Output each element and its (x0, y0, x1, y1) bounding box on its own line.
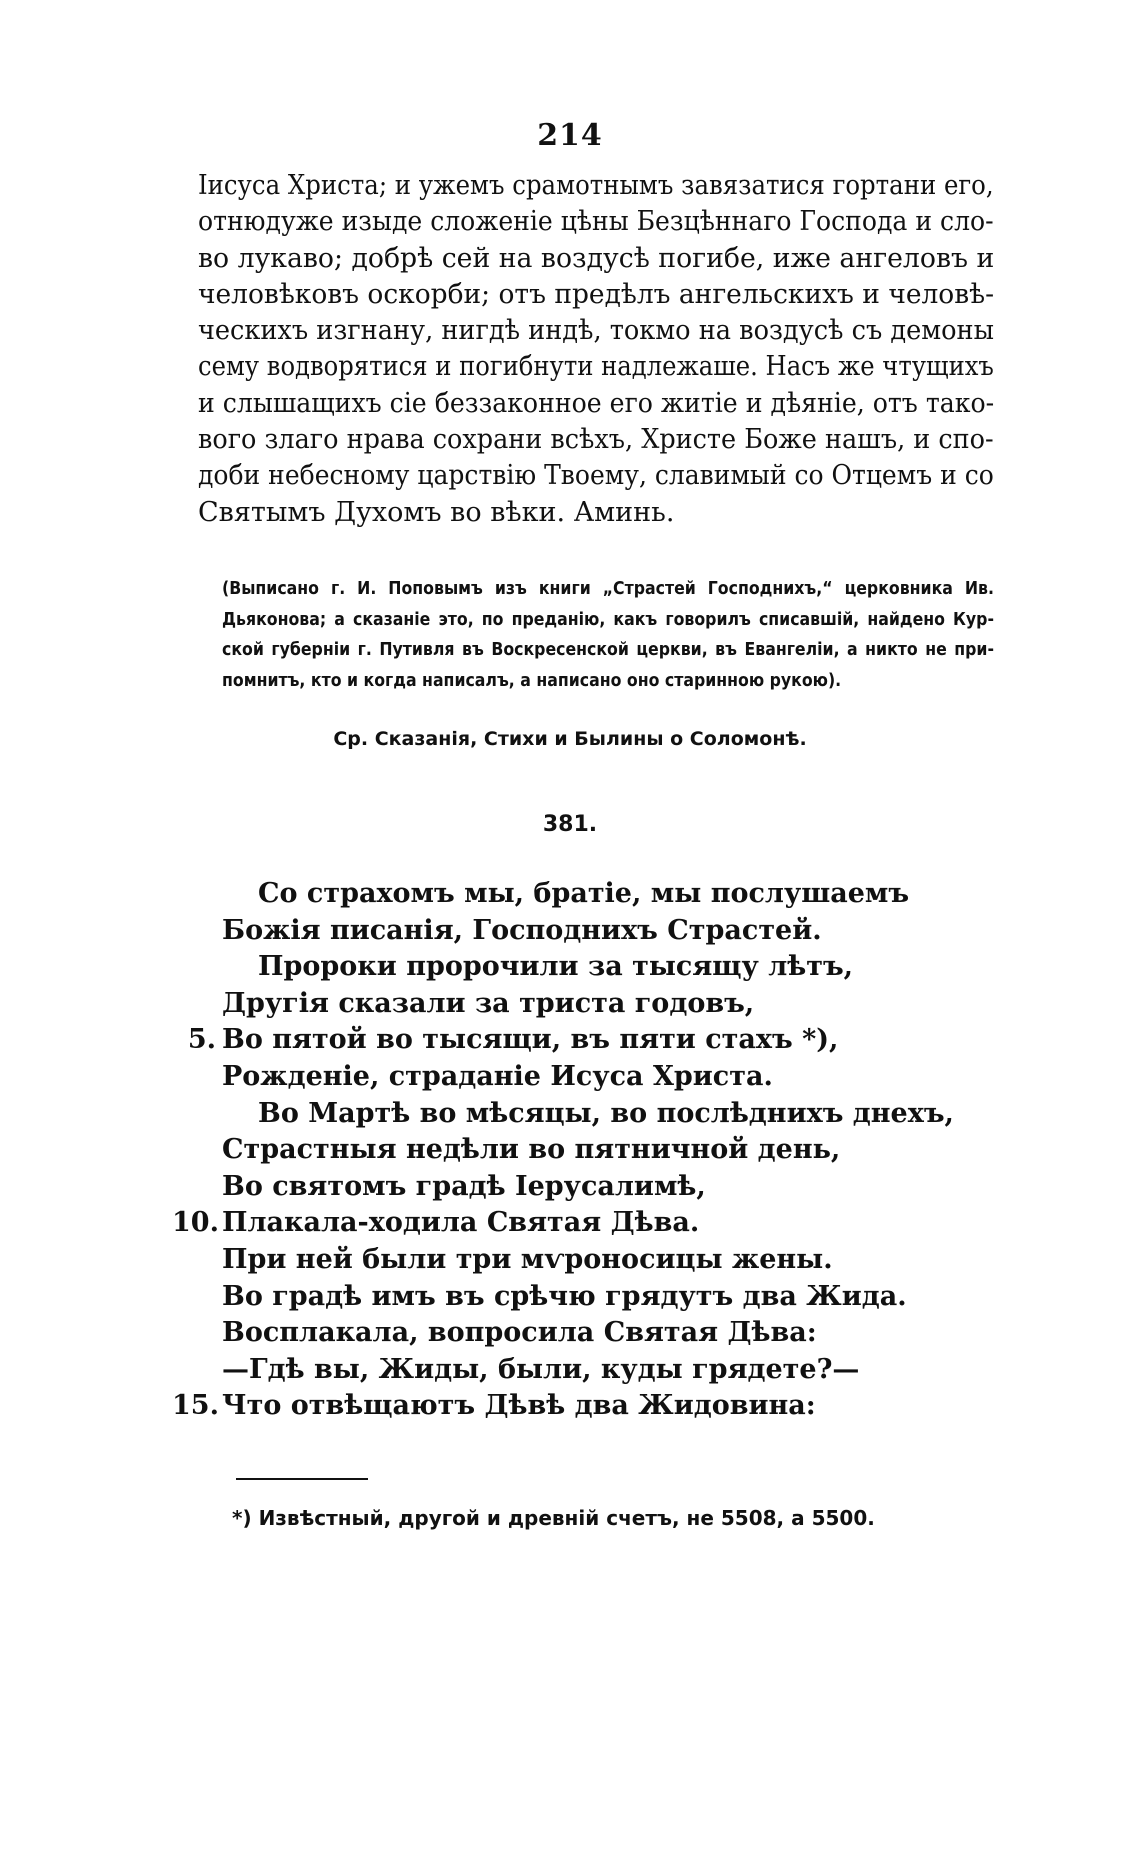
prose-line: Іисуса Христа; и ужемъ срамотнымъ завязатися гортани его, (198, 170, 994, 201)
poem-verse (222, 1132, 1002, 1169)
prose-line: ческихъ изгнану, нигдѣ индѣ, токмо на воздусѣ съ демоны (198, 315, 994, 347)
note-line: ской губерніи г. Путивля въ Воскресенской церкви, въ Евангеліи, а никто не при- (222, 640, 994, 660)
poem-verse (222, 1279, 1002, 1316)
prose-block (198, 168, 994, 531)
verse-text: Другія сказали за триста годовъ, (222, 987, 755, 1019)
verse-text: Страстныя недѣли во пятничной день, (222, 1134, 841, 1166)
prose-line: отнюдуже изыде сложеніе цѣны Безцѣннаго Господа и сло- (198, 206, 994, 238)
prose-line: доби небесному царствію Твоему, славимый со Отцемъ и со (198, 460, 994, 492)
prose-line: Святымъ Духомъ во вѣки. Аминь. (198, 496, 675, 528)
prose-line: и слышащихъ сіе беззаконное его житіе и дѣяніе, отъ тако- (198, 387, 995, 419)
poem-verse (222, 1096, 1002, 1133)
verse-text: Что отвѣщаютъ Дѣвѣ два Жидовина: (222, 1390, 816, 1422)
verse-text: Во святомъ градѣ Іерусалимѣ, (222, 1170, 706, 1202)
verse-text: Во Мартѣ во мѣсяцы, во послѣднихъ днехъ, (258, 1097, 954, 1129)
editorial-note (222, 574, 994, 696)
poem-verse (222, 1169, 1002, 1206)
poem-verse (222, 949, 1002, 986)
poem-verse (172, 1388, 1002, 1425)
footnote: *) Извѣстный, другой и древній счетъ, не 5508, а 5500. (232, 1506, 875, 1530)
note-line: (Выписано г. И. Поповымъ изъ книги „Страстей Господнихъ,“ церковника Ив. (222, 579, 994, 599)
verse-number: 5. (187, 1024, 216, 1056)
verse-text: Восплакала, вопросила Святая Дѣва: (222, 1317, 817, 1349)
poem-verse (222, 876, 1002, 913)
page-number: 214 (537, 118, 603, 153)
poem-verse (222, 1315, 1002, 1352)
verse-text: —Гдѣ вы, Жиды, были, куды грядете?— (222, 1353, 860, 1385)
poem-verse (172, 1205, 1002, 1242)
verse-text: Рожденіе, страданіе Исуса Христа. (222, 1060, 773, 1092)
poem-number: 381. (542, 812, 598, 837)
prose-line: сему водворятися и погибнути надлежаше. Насъ же чтущихъ (198, 351, 994, 383)
cross-reference: Ср. Сказанія, Стихи и Былины о Соломонѣ. (333, 728, 807, 750)
verse-text: Плакала-ходила Святая Дѣва. (222, 1207, 700, 1239)
prose-line: человѣковъ оскорби; отъ предѣлъ ангельскихъ и человѣ- (198, 278, 995, 310)
verse-text: Божія писанія, Господнихъ Страстей. (222, 914, 822, 946)
verse-text: При ней были три мѵроносицы жены. (222, 1243, 833, 1275)
poem-verse (222, 913, 1002, 950)
verse-text: Во градѣ имъ въ срѣчю грядутъ два Жида. (222, 1280, 907, 1312)
poem-verse (222, 1242, 1002, 1279)
note-line: Дьяконова; а сказаніе это, по преданію, какъ говорилъ списавшій, найдено Кур- (222, 609, 994, 630)
footnote-divider (236, 1478, 368, 1480)
prose-line: во лукаво; добрѣ сей на воздусѣ погибе, иже ангеловъ и (198, 242, 995, 274)
poem-verse (222, 986, 1002, 1023)
note-line: помнитъ, кто и когда написалъ, а написано оно старинною рукою). (222, 670, 842, 691)
poem-verse (222, 1059, 1002, 1096)
verse-number: 15. (172, 1390, 219, 1422)
verse-text: Во пятой во тысящи, въ пяти стахъ *), (222, 1024, 839, 1056)
verse-text: Со страхомъ мы, братіе, мы послушаемъ (258, 878, 910, 909)
verse-number: 10. (172, 1207, 219, 1239)
poem-block (172, 876, 1002, 1425)
poem-verse (187, 1022, 1002, 1059)
verse-text: Пророки пророчили за тысящу лѣтъ, (258, 951, 854, 983)
prose-line: вого злаго нрава сохрани всѣхъ, Христе Боже нашъ, и спо- (198, 424, 994, 456)
poem-verse (222, 1352, 1002, 1389)
